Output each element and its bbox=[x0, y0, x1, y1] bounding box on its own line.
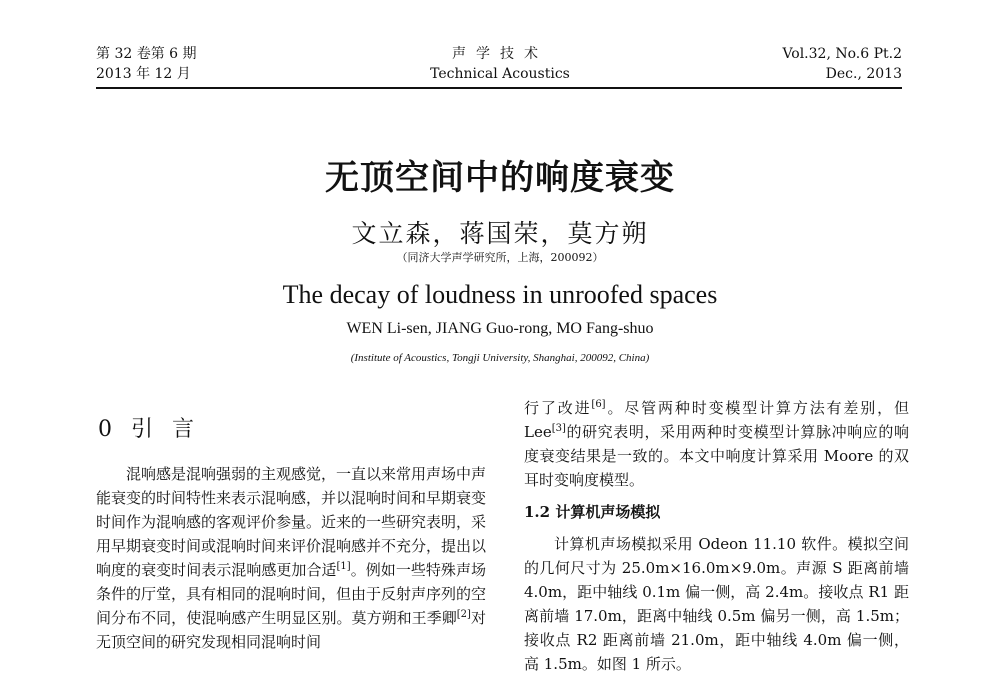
affiliation-en: (Institute of Acoustics, Tongji University, Shanghai, 200092, China) bbox=[350, 352, 650, 364]
text-run: 行了改进 bbox=[524, 399, 592, 417]
journal-name-cn: 声学技术 bbox=[452, 46, 548, 62]
journal-date-cn: 2013 年 12 月 bbox=[96, 66, 191, 82]
left-column bbox=[96, 462, 486, 654]
journal-date-en: Dec., 2013 bbox=[825, 66, 902, 82]
journal-volume-info-en bbox=[782, 44, 902, 84]
text-run: 混响感是混响强弱的主观感觉，一直以来常用声场中声能衰变的时间特性来表示混响感，并以混响时间和早期衰变时间作为混响感的客观评价参量。近来的一些研究表明，采用早期衰变时间或混响时间来评价混响感并不充分，提出以响度的衰变时间表示混响感更加合适 bbox=[96, 465, 487, 579]
body-paragraph bbox=[96, 462, 486, 654]
right-column bbox=[524, 396, 909, 676]
body-paragraph bbox=[524, 396, 909, 492]
text-run: 。尽管两种时变模型计算方法有差别，但 Lee bbox=[524, 399, 909, 441]
paper-title-cn: 无顶空间中的响度衰变 bbox=[325, 158, 675, 198]
header-rule bbox=[96, 87, 902, 89]
affiliation-cn: （同济大学声学研究所，上海，200092） bbox=[396, 251, 604, 264]
text-run: 的研究表明，采用两种时变模型计算脉冲响应的响度衰变结果是一致的。本文中响度计算采用 Moore 的双耳时变响度模型。 bbox=[524, 423, 909, 489]
journal-volume-en: Vol.32, No.6 Pt.2 bbox=[782, 46, 902, 62]
subsection-heading: 1.2 计算机声场模拟 bbox=[524, 503, 661, 521]
citation-ref[interactable]: [2] bbox=[456, 609, 471, 620]
journal-name-en: Technical Acoustics bbox=[430, 66, 570, 82]
body-paragraph: 计算机声场模拟采用 Odeon 11.10 软件。模拟空间的几何尺寸为 25.0m×16.0m×9.0m。声源 S 距离前墙 4.0m，距中轴线 0.1m 偏一侧，高 2.4m。接收点 R1 距离前墙 17.0m，距离中轴线 0.5m 偏另一侧，高 1.5m；接收点 R2 距离前墙 21.0m，距中轴线 4.0m 偏一侧，高 1.5m。如图 1 所示。 bbox=[524, 535, 909, 673]
journal-volume: 第 32 卷第 6 期 bbox=[96, 46, 197, 62]
citation-ref[interactable]: [1] bbox=[336, 561, 351, 572]
section-heading-introduction: 0 引 言 bbox=[98, 417, 200, 442]
authors-en: WEN Li-sen, JIANG Guo-rong, MO Fang-shuo bbox=[346, 320, 654, 337]
text-run: 。例如一些特殊声场条件的厅堂，具有相同的混响时间，但由于反射声序列的空间分布不同，使混响感产生明显区别。莫方朔和王季卿 bbox=[96, 561, 487, 627]
paper-title-en: The decay of loudness in unroofed spaces bbox=[282, 280, 718, 309]
citation-ref[interactable]: [6] bbox=[591, 399, 606, 410]
text-run: 对无顶空间的研究发现相同混响时间 bbox=[96, 609, 486, 651]
authors-cn: 文立森，蒋国荣，莫方朔 bbox=[351, 219, 649, 248]
citation-ref[interactable]: [3] bbox=[551, 423, 566, 434]
